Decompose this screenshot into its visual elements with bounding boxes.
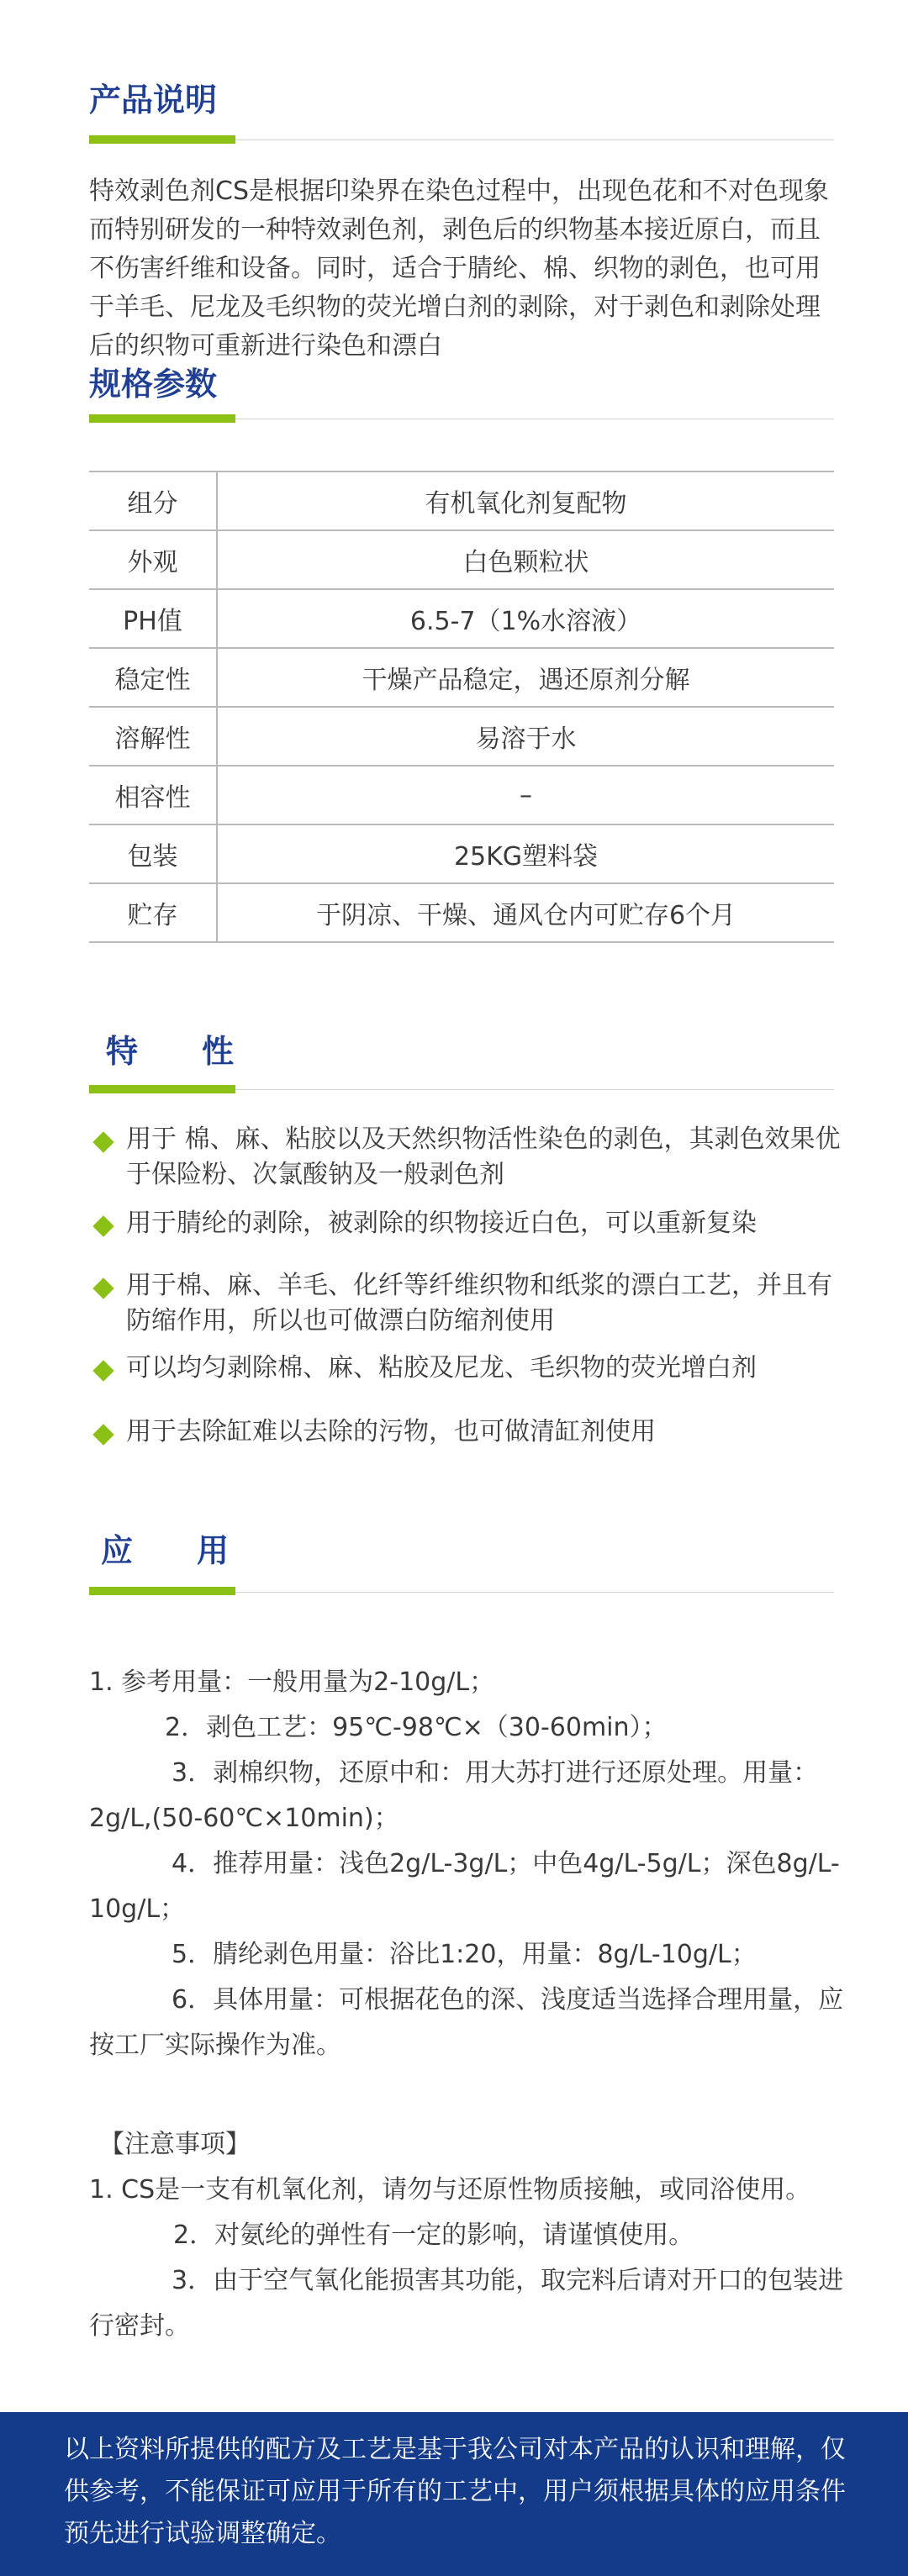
disclaimer-text: 以上资料所提供的配方及工艺是基于我公司对本产品的认识和理解，仅供参考，不能保证可应用于所有的工艺中，用户须根据具体的应用条件预先进行试验调整确定。 [64,2435,846,2548]
spec-key: 稳定性 [89,648,217,707]
accent-bar [89,135,235,144]
spec-table [89,471,834,943]
notes-line: 1. CS是一支有机氧化剂，请勿与还原性物质接触，或同浴使用。 [89,2175,811,2205]
spec-key: 溶解性 [89,707,217,766]
spec-key: 外观 [89,530,217,589]
table-row [89,766,834,824]
notes [89,2122,846,2349]
notes-line: 2．对氨纶的弹性有一定的影响，请谨慎使用。 [173,2220,694,2250]
feature-list [89,1122,846,1457]
table-row [89,707,834,766]
spec-key: 包装 [89,824,217,883]
table-row [89,648,834,707]
accent-bar [89,414,235,423]
list-item [89,1206,846,1268]
feature-text: 用于腈纶的剥除，被剥除的织物接近白色，可以重新复染 [126,1209,757,1238]
spec-value: 易溶于水 [217,707,834,766]
application-line: 5．腈纶剥色用量：浴比1:20，用量：8g/L-10g/L； [172,1940,757,1969]
features-title: 特 性 [106,1033,235,1070]
feature-text: 可以均匀剥除棉、麻、粘胶及尼龙、毛织物的荧光增白剂 [126,1353,757,1383]
spec-key: 贮存 [89,883,217,942]
table-row [89,589,834,648]
spec-key: 相容性 [89,766,217,824]
feature-text: 用于去除缸难以去除的污物，也可做清缸剂使用 [126,1417,656,1446]
intro-text: 特效剥色剂CS是根据印染界在染色过程中，出现色花和不对色现象而特别研发的一种特效剥色剂，剥色后的织物基本接近原白，而且不伤害纤维和设备。同时，适合于腈纶、棉、织物的剥色，也可用于羊毛、尼龙及毛织物的荧光增白剂的剥除，对于剥色和剥除处理后的织物可重新进行染色和漂白 [89,176,829,361]
intro-heading [89,84,834,143]
table-row [89,883,834,942]
spec-value: 于阴凉、干燥、通风仓内可贮存6个月 [217,883,834,942]
accent-bar [89,1587,235,1595]
diamond-bullet-icon [92,1424,114,1445]
spec-value: 25KG塑料袋 [217,824,834,883]
diamond-bullet-icon [92,1215,114,1236]
application-line: 2．剥色工艺：95℃-98℃×（30-60min）； [165,1713,668,1742]
application-line: 6．具体用量：可根据花色的深、浅度适当选择合理用量，应按工厂实际操作为准。 [89,1985,844,2060]
specs-title: 规格参数 [89,366,218,403]
application-line: 4．推荐用量：浅色2g/L-3g/L；中色4g/L-5g/L；深色8g/L-10g/L； [89,1849,840,1924]
table-row [89,471,834,530]
application-title: 应 用 [101,1532,230,1569]
specs-heading [89,368,834,427]
notes-title: 【注意事项】 [99,2130,251,2159]
spec-value: – [217,766,834,824]
list-item [89,1268,846,1346]
application-line: 1. 参考用量：一般用量为2-10g/L； [89,1667,495,1697]
spec-key: PH值 [89,589,217,648]
application-text [89,1660,846,2068]
notes-line: 3．由于空气氧化能损害其功能，取完料后请对开口的包装进行密封。 [89,2266,844,2341]
accent-bar [89,1085,235,1093]
spec-value: 白色颗粒状 [217,530,834,589]
spec-value: 有机氧化剂复配物 [217,471,834,530]
list-item [89,1414,846,1457]
table-row [89,530,834,589]
disclaimer-footer [0,2412,908,2576]
intro-title: 产品说明 [89,82,218,119]
spec-value: 干燥产品稳定，遇还原剂分解 [217,648,834,707]
feature-text: 用于 棉、麻、粘胶以及天然织物活性染色的剥色，其剥色效果优于保险粉、次氯酸钠及一般剥色剂 [126,1125,841,1189]
application-heading [89,1532,834,1594]
features-heading [89,1035,834,1094]
diamond-bullet-icon [92,1277,114,1299]
application-line: 3．剥棉织物，还原中和：用大苏打进行还原处理。用量：2g/L,(50-60℃×10min)； [89,1758,819,1833]
table-row [89,824,834,883]
list-item [89,1351,846,1411]
list-item [89,1122,846,1201]
spec-value: 6.5-7（1%水溶液） [217,589,834,648]
diamond-bullet-icon [92,1360,114,1381]
diamond-bullet-icon [92,1131,114,1152]
feature-text: 用于棉、麻、羊毛、化纤等纤维织物和纸浆的漂白工艺，并且有防缩作用，所以也可做漂白防缩剂使用 [126,1271,832,1335]
spec-key: 组分 [89,471,217,530]
